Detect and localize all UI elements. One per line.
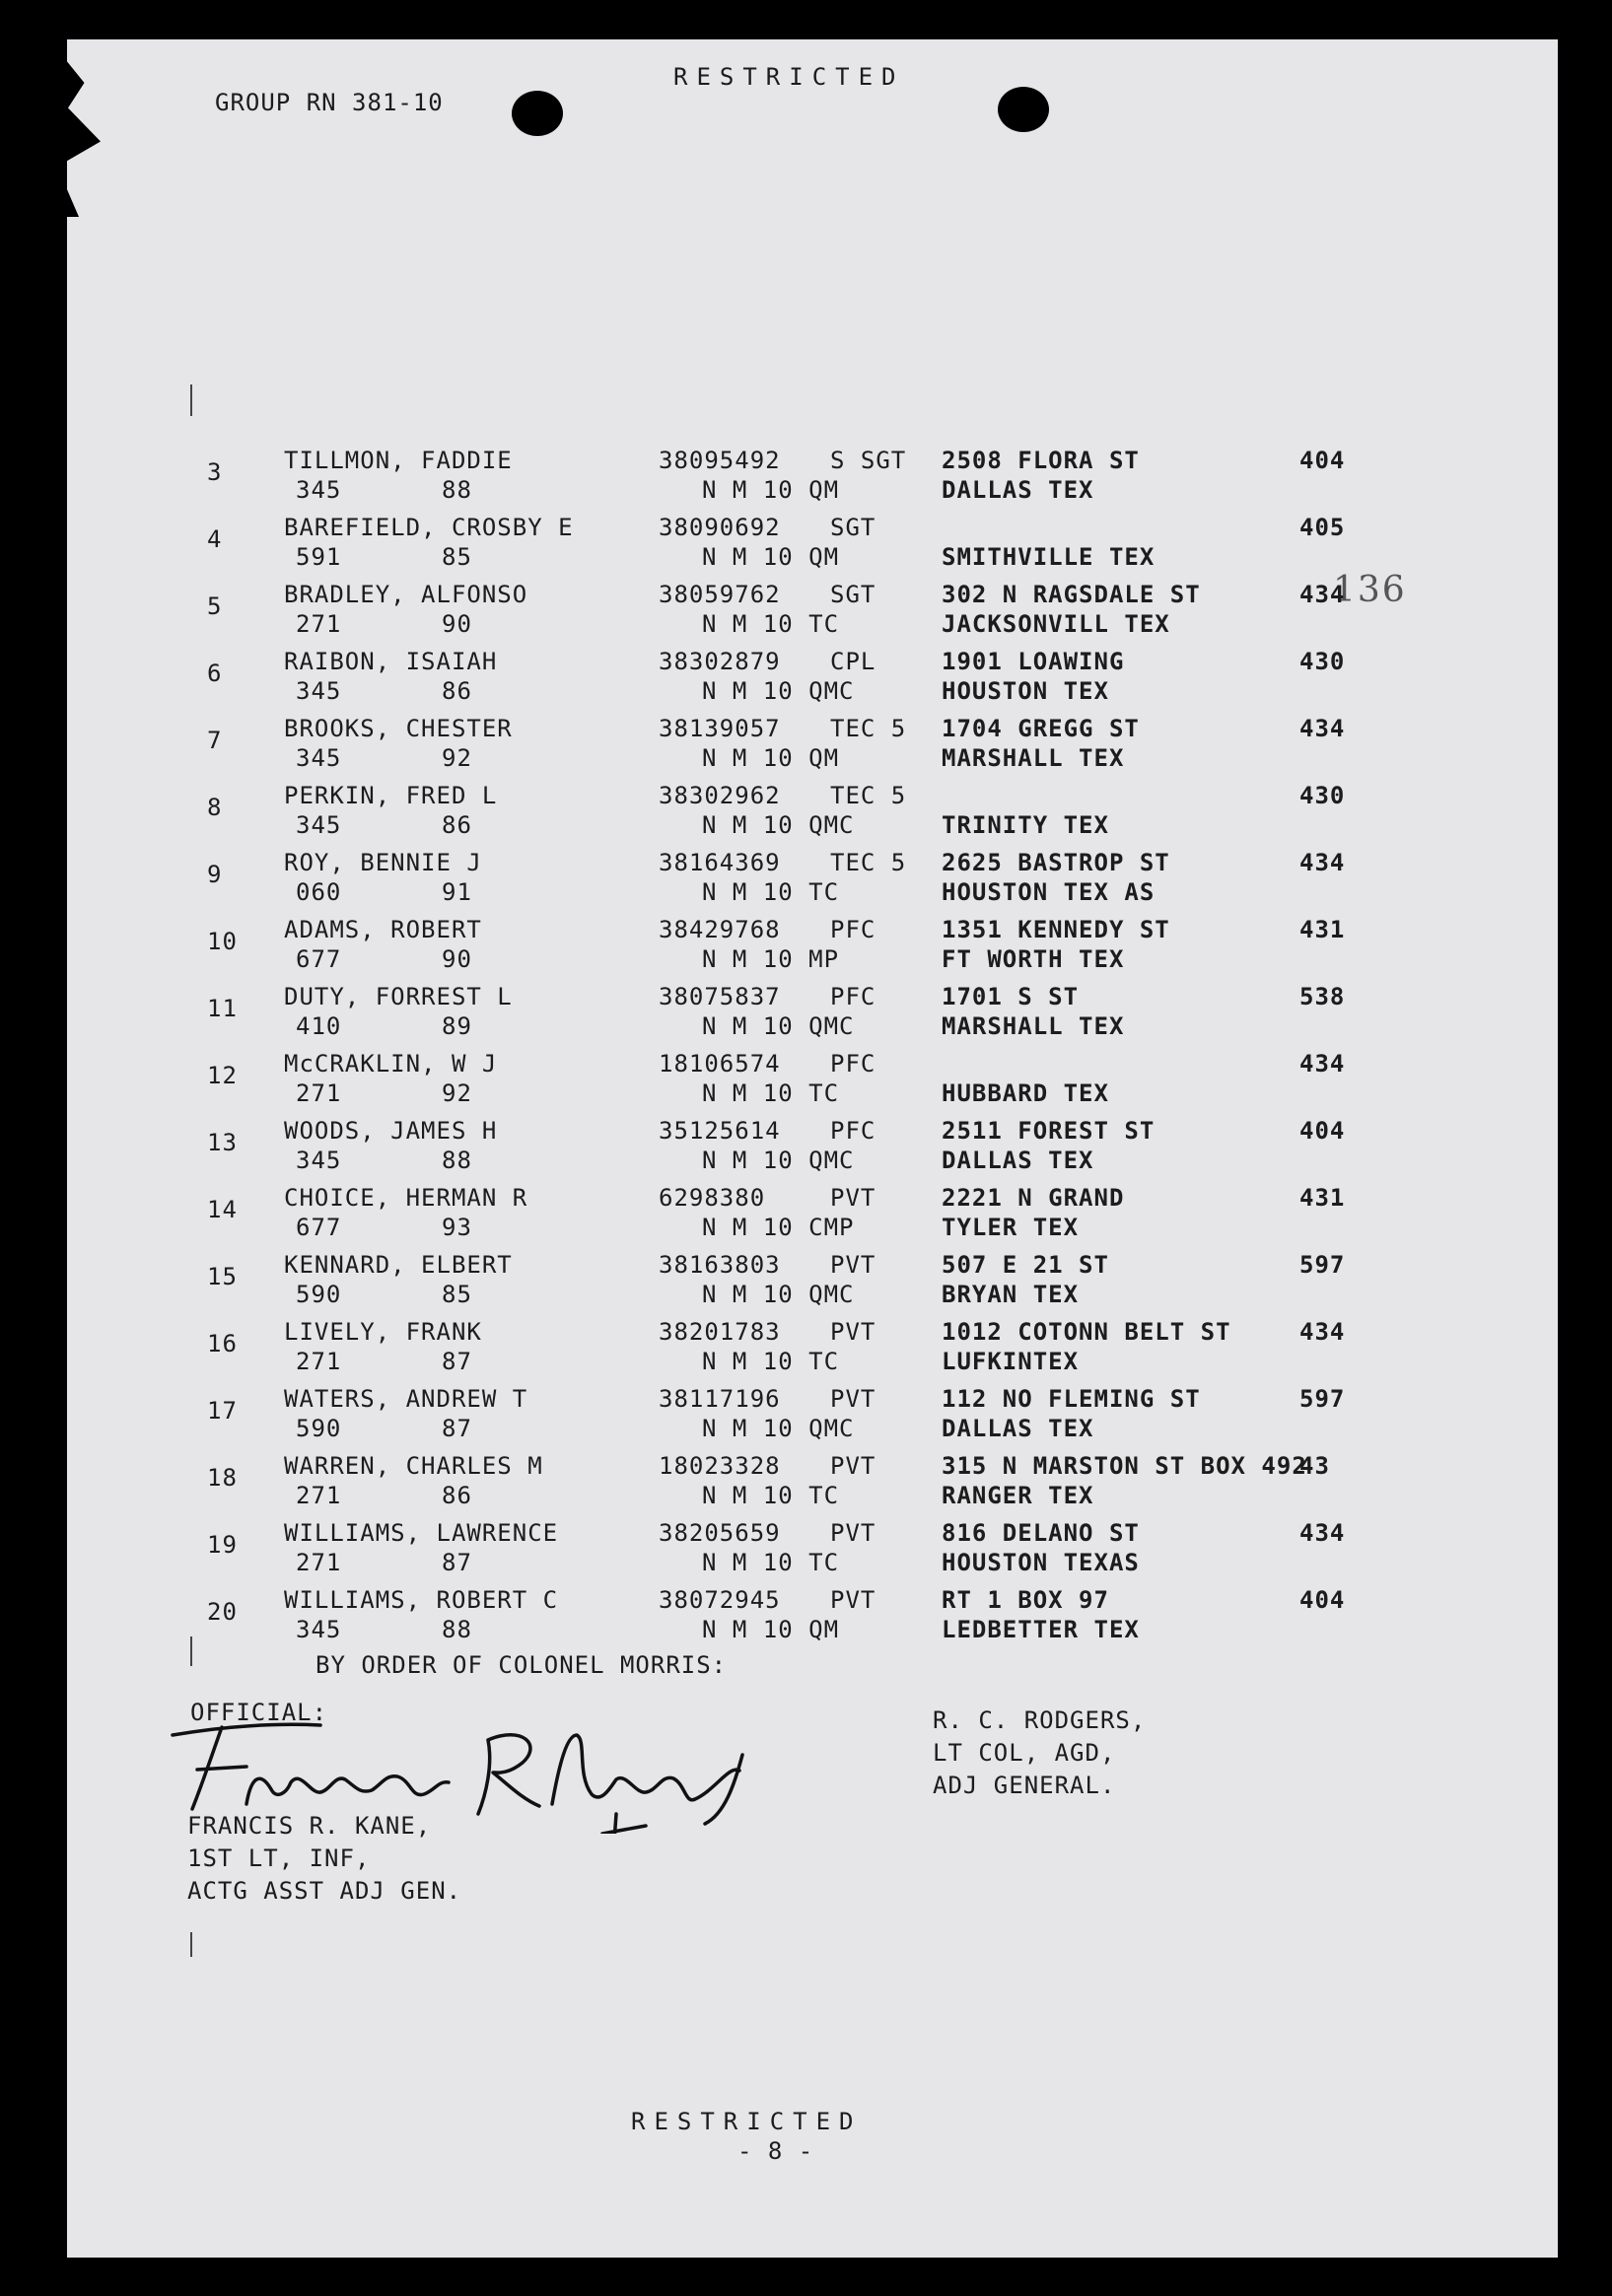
entry-number: 14 bbox=[207, 1196, 238, 1223]
entry-number: 9 bbox=[207, 861, 223, 888]
entry-code-b: 92 bbox=[442, 1079, 472, 1107]
destination-code: 434 bbox=[1299, 1318, 1346, 1346]
address-line-1: 2625 BASTROP ST bbox=[942, 849, 1170, 876]
entry-code-a: 345 bbox=[296, 744, 342, 772]
address-line-2: FT WORTH TEX bbox=[942, 945, 1125, 973]
unit-designation: N M 10 TC bbox=[702, 878, 840, 906]
address-line-1: 302 N RAGSDALE ST bbox=[942, 581, 1201, 608]
entry-code-a: 590 bbox=[296, 1415, 342, 1442]
serial-number: 38201783 bbox=[659, 1318, 781, 1346]
address-line-2: LUFKINTEX bbox=[942, 1348, 1080, 1375]
serial-number: 38429768 bbox=[659, 916, 781, 943]
destination-code: 405 bbox=[1299, 514, 1346, 541]
serial-number: 38302962 bbox=[659, 782, 781, 809]
soldier-name: McCRAKLIN, W J bbox=[284, 1050, 498, 1078]
destination-code: 430 bbox=[1299, 648, 1346, 675]
destination-code: 404 bbox=[1299, 1586, 1346, 1614]
address-line-2: HOUSTON TEXAS bbox=[942, 1549, 1140, 1576]
entry-code-a: 345 bbox=[296, 677, 342, 705]
unit-designation: N M 10 TC bbox=[702, 1482, 840, 1509]
entry-code-b: 85 bbox=[442, 1281, 472, 1308]
adjutant-title: ADJ GENERAL. bbox=[933, 1772, 1116, 1799]
address-line-1: 1704 GREGG ST bbox=[942, 715, 1140, 742]
entry-number: 11 bbox=[207, 995, 238, 1022]
address-line-1: 507 E 21 ST bbox=[942, 1251, 1109, 1279]
serial-number: 38075837 bbox=[659, 983, 781, 1010]
rank: TEC 5 bbox=[830, 715, 907, 742]
entry-code-a: 345 bbox=[296, 476, 342, 504]
entry-number: 10 bbox=[207, 928, 238, 955]
entry-code-a: 677 bbox=[296, 1214, 342, 1241]
rank: TEC 5 bbox=[830, 782, 907, 809]
signer-name: FRANCIS R. KANE, bbox=[187, 1812, 432, 1840]
address-line-1: 816 DELANO ST bbox=[942, 1519, 1140, 1547]
serial-number: 38139057 bbox=[659, 715, 781, 742]
entry-number: 15 bbox=[207, 1263, 238, 1290]
adjutant-name: R. C. RODGERS, bbox=[933, 1706, 1147, 1734]
rank: PFC bbox=[830, 1117, 876, 1145]
entry-number: 18 bbox=[207, 1464, 238, 1492]
entry-code-a: 345 bbox=[296, 811, 342, 839]
rank: PFC bbox=[830, 1050, 876, 1078]
destination-code: 434 bbox=[1299, 581, 1346, 608]
rank: PFC bbox=[830, 983, 876, 1010]
serial-number: 38205659 bbox=[659, 1519, 781, 1547]
soldier-name: WARREN, CHARLES M bbox=[284, 1452, 543, 1480]
address-line-1: 2508 FLORA ST bbox=[942, 447, 1140, 474]
entry-code-b: 89 bbox=[442, 1012, 472, 1040]
destination-code: 434 bbox=[1299, 1519, 1346, 1547]
entry-number: 3 bbox=[207, 458, 223, 486]
entry-code-a: 410 bbox=[296, 1012, 342, 1040]
soldier-name: DUTY, FORREST L bbox=[284, 983, 513, 1010]
unit-designation: N M 10 QMC bbox=[702, 1012, 855, 1040]
destination-code: 597 bbox=[1299, 1385, 1346, 1413]
unit-designation: N M 10 TC bbox=[702, 1079, 840, 1107]
rank: PVT bbox=[830, 1184, 876, 1212]
soldier-name: LIVELY, FRANK bbox=[284, 1318, 482, 1346]
margin-tick bbox=[190, 1932, 192, 1957]
rank: PVT bbox=[830, 1318, 876, 1346]
rank: PVT bbox=[830, 1385, 876, 1413]
serial-number: 38117196 bbox=[659, 1385, 781, 1413]
rank: PVT bbox=[830, 1452, 876, 1480]
signer-title: ACTG ASST ADJ GEN. bbox=[187, 1877, 462, 1905]
address-line-2: HOUSTON TEX bbox=[942, 677, 1109, 705]
destination-code: 434 bbox=[1299, 1050, 1346, 1078]
stamp-number: 136 bbox=[1333, 570, 1407, 610]
entry-number: 20 bbox=[207, 1598, 238, 1626]
entry-code-a: 590 bbox=[296, 1281, 342, 1308]
address-line-2: HOUSTON TEX AS bbox=[942, 878, 1156, 906]
entry-number: 16 bbox=[207, 1330, 238, 1357]
soldier-name: BRADLEY, ALFONSO bbox=[284, 581, 528, 608]
rank: TEC 5 bbox=[830, 849, 907, 876]
address-line-2: HUBBARD TEX bbox=[942, 1079, 1109, 1107]
entry-code-b: 88 bbox=[442, 1616, 472, 1643]
serial-number: 38090692 bbox=[659, 514, 781, 541]
signer-rank: 1ST LT, INF, bbox=[187, 1844, 371, 1872]
entry-code-b: 85 bbox=[442, 543, 472, 571]
unit-designation: N M 10 CMP bbox=[702, 1214, 855, 1241]
destination-code: 431 bbox=[1299, 916, 1346, 943]
unit-designation: N M 10 QM bbox=[702, 1616, 840, 1643]
rank: CPL bbox=[830, 648, 876, 675]
entry-number: 4 bbox=[207, 525, 223, 553]
margin-tick bbox=[190, 384, 192, 416]
unit-designation: N M 10 TC bbox=[702, 1549, 840, 1576]
entry-code-b: 87 bbox=[442, 1348, 472, 1375]
unit-designation: N M 10 QMC bbox=[702, 677, 855, 705]
unit-designation: N M 10 QM bbox=[702, 476, 840, 504]
entry-code-a: 271 bbox=[296, 1549, 342, 1576]
entry-code-b: 86 bbox=[442, 677, 472, 705]
entry-code-b: 88 bbox=[442, 1147, 472, 1174]
address-line-2: DALLAS TEX bbox=[942, 476, 1094, 504]
entry-code-b: 87 bbox=[442, 1549, 472, 1576]
serial-number: 18023328 bbox=[659, 1452, 781, 1480]
punch-hole-left bbox=[512, 91, 563, 136]
soldier-name: ROY, BENNIE J bbox=[284, 849, 482, 876]
official-label: OFFICIAL: bbox=[190, 1699, 328, 1726]
classification-top: RESTRICTED bbox=[673, 63, 905, 91]
serial-number: 38163803 bbox=[659, 1251, 781, 1279]
entry-code-b: 92 bbox=[442, 744, 472, 772]
punch-hole-right bbox=[998, 87, 1049, 132]
address-line-2: JACKSONVILL TEX bbox=[942, 610, 1170, 638]
entry-code-a: 271 bbox=[296, 610, 342, 638]
serial-number: 38302879 bbox=[659, 648, 781, 675]
soldier-name: CHOICE, HERMAN R bbox=[284, 1184, 528, 1212]
address-line-2: TRINITY TEX bbox=[942, 811, 1109, 839]
entry-number: 8 bbox=[207, 794, 223, 821]
rank: PVT bbox=[830, 1586, 876, 1614]
destination-code: 43 bbox=[1299, 1452, 1330, 1480]
destination-code: 430 bbox=[1299, 782, 1346, 809]
entry-code-b: 86 bbox=[442, 811, 472, 839]
serial-number: 18106574 bbox=[659, 1050, 781, 1078]
entry-code-a: 060 bbox=[296, 878, 342, 906]
rank: SGT bbox=[830, 514, 876, 541]
destination-code: 404 bbox=[1299, 1117, 1346, 1145]
address-line-1: 2221 N GRAND bbox=[942, 1184, 1125, 1212]
destination-code: 538 bbox=[1299, 983, 1346, 1010]
margin-tick bbox=[190, 1636, 192, 1666]
address-line-1: 112 NO FLEMING ST bbox=[942, 1385, 1201, 1413]
unit-designation: N M 10 QMC bbox=[702, 1281, 855, 1308]
address-line-1: 1701 S ST bbox=[942, 983, 1080, 1010]
serial-number: 38072945 bbox=[659, 1586, 781, 1614]
unit-designation: N M 10 MP bbox=[702, 945, 840, 973]
entry-number: 5 bbox=[207, 592, 223, 620]
destination-code: 434 bbox=[1299, 715, 1346, 742]
rank: S SGT bbox=[830, 447, 907, 474]
destination-code: 431 bbox=[1299, 1184, 1346, 1212]
soldier-name: BROOKS, CHESTER bbox=[284, 715, 513, 742]
soldier-name: PERKIN, FRED L bbox=[284, 782, 498, 809]
destination-code: 434 bbox=[1299, 849, 1346, 876]
rank: SGT bbox=[830, 581, 876, 608]
address-line-1: 315 N MARSTON ST BOX 492 bbox=[942, 1452, 1307, 1480]
unit-designation: N M 10 TC bbox=[702, 1348, 840, 1375]
unit-designation: N M 10 QM bbox=[702, 744, 840, 772]
soldier-name: ADAMS, ROBERT bbox=[284, 916, 482, 943]
serial-number: 38164369 bbox=[659, 849, 781, 876]
classification-bottom: RESTRICTED bbox=[631, 2108, 863, 2135]
serial-number: 6298380 bbox=[659, 1184, 766, 1212]
address-line-1: 1012 COTONN BELT ST bbox=[942, 1318, 1231, 1346]
unit-designation: N M 10 QMC bbox=[702, 1147, 855, 1174]
unit-designation: N M 10 QMC bbox=[702, 1415, 855, 1442]
destination-code: 404 bbox=[1299, 447, 1346, 474]
address-line-2: LEDBETTER TEX bbox=[942, 1616, 1140, 1643]
address-line-2: TYLER TEX bbox=[942, 1214, 1080, 1241]
soldier-name: KENNARD, ELBERT bbox=[284, 1251, 513, 1279]
entry-code-a: 271 bbox=[296, 1482, 342, 1509]
address-line-1: 2511 FOREST ST bbox=[942, 1117, 1156, 1145]
entry-number: 7 bbox=[207, 727, 223, 754]
soldier-name: WILLIAMS, LAWRENCE bbox=[284, 1519, 559, 1547]
address-line-2: DALLAS TEX bbox=[942, 1415, 1094, 1442]
soldier-name: WATERS, ANDREW T bbox=[284, 1385, 528, 1413]
address-line-2: MARSHALL TEX bbox=[942, 744, 1125, 772]
rank: PVT bbox=[830, 1519, 876, 1547]
entry-code-a: 677 bbox=[296, 945, 342, 973]
entry-code-a: 271 bbox=[296, 1348, 342, 1375]
address-line-2: RANGER TEX bbox=[942, 1482, 1094, 1509]
unit-designation: N M 10 QM bbox=[702, 543, 840, 571]
destination-code: 597 bbox=[1299, 1251, 1346, 1279]
order-line: BY ORDER OF COLONEL MORRIS: bbox=[315, 1651, 728, 1679]
address-line-2: MARSHALL TEX bbox=[942, 1012, 1125, 1040]
entry-code-a: 345 bbox=[296, 1147, 342, 1174]
address-line-2: BRYAN TEX bbox=[942, 1281, 1080, 1308]
soldier-name: WOODS, JAMES H bbox=[284, 1117, 498, 1145]
soldier-name: RAIBON, ISAIAH bbox=[284, 648, 498, 675]
entry-code-b: 90 bbox=[442, 610, 472, 638]
serial-number: 38095492 bbox=[659, 447, 781, 474]
soldier-name: TILLMON, FADDIE bbox=[284, 447, 513, 474]
page-number: - 8 - bbox=[737, 2137, 814, 2165]
entry-number: 19 bbox=[207, 1531, 238, 1559]
unit-designation: N M 10 TC bbox=[702, 610, 840, 638]
rank: PVT bbox=[830, 1251, 876, 1279]
adjutant-rank: LT COL, AGD, bbox=[933, 1739, 1116, 1767]
entry-code-a: 345 bbox=[296, 1616, 342, 1643]
address-line-1: 1901 LOAWING bbox=[942, 648, 1125, 675]
group-reference: GROUP RN 381-10 bbox=[215, 89, 444, 116]
address-line-2: SMITHVILLE TEX bbox=[942, 543, 1156, 571]
address-line-2: DALLAS TEX bbox=[942, 1147, 1094, 1174]
soldier-name: BAREFIELD, CROSBY E bbox=[284, 514, 574, 541]
entry-number: 17 bbox=[207, 1397, 238, 1425]
entry-code-b: 87 bbox=[442, 1415, 472, 1442]
entry-code-a: 591 bbox=[296, 543, 342, 571]
entry-code-a: 271 bbox=[296, 1079, 342, 1107]
soldier-name: WILLIAMS, ROBERT C bbox=[284, 1586, 559, 1614]
entry-number: 6 bbox=[207, 660, 223, 687]
entry-code-b: 86 bbox=[442, 1482, 472, 1509]
entry-code-b: 93 bbox=[442, 1214, 472, 1241]
entry-code-b: 88 bbox=[442, 476, 472, 504]
entry-number: 13 bbox=[207, 1129, 238, 1156]
entry-code-b: 91 bbox=[442, 878, 472, 906]
entry-number: 12 bbox=[207, 1062, 238, 1089]
serial-number: 38059762 bbox=[659, 581, 781, 608]
rank: PFC bbox=[830, 916, 876, 943]
entry-code-b: 90 bbox=[442, 945, 472, 973]
address-line-1: 1351 KENNEDY ST bbox=[942, 916, 1170, 943]
unit-designation: N M 10 QMC bbox=[702, 811, 855, 839]
address-line-1: RT 1 BOX 97 bbox=[942, 1586, 1109, 1614]
serial-number: 35125614 bbox=[659, 1117, 781, 1145]
